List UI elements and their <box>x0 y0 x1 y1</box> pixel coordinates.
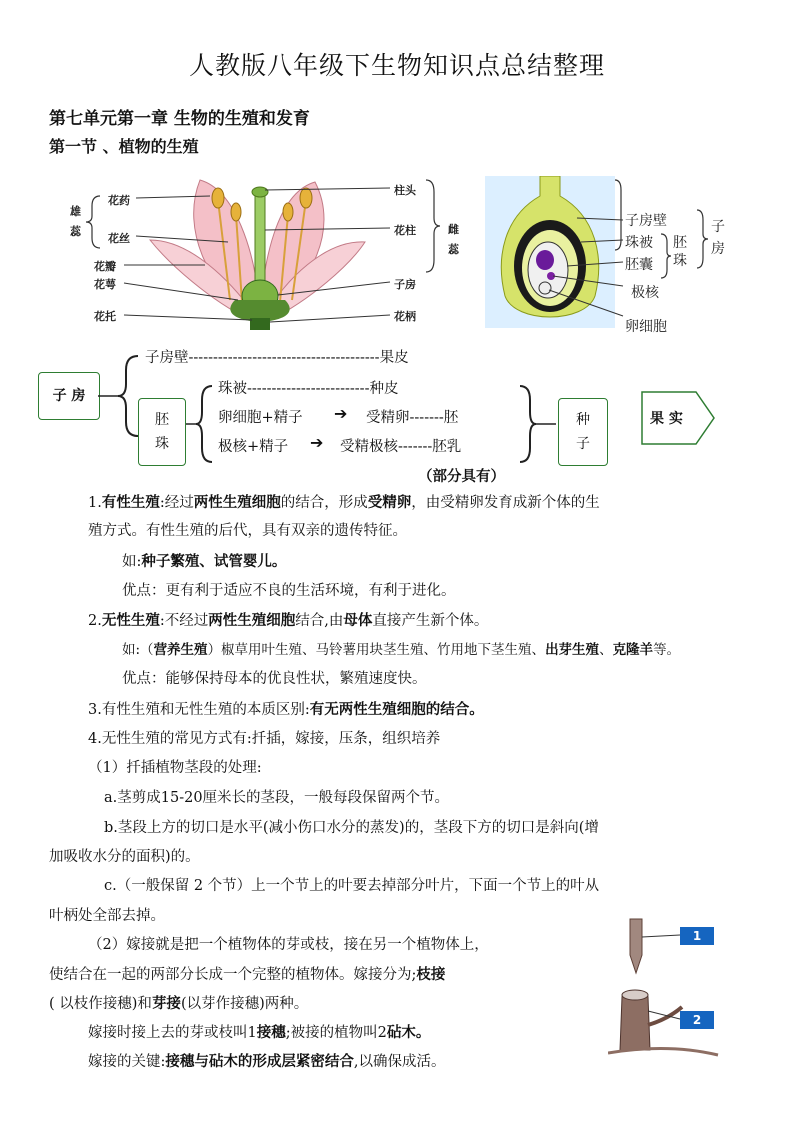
flower-diagram <box>60 170 470 330</box>
ovary-box: 子 房 <box>38 372 100 420</box>
p2-line1: 2.无性生殖:不经过两性生殖细胞结合,由母体直接产生新个体。 <box>88 612 489 629</box>
flow-line-egg-left: 卵细胞+精子 <box>218 410 303 426</box>
p4-2-line2: 使结合在一起的两部分长成一个完整的植物体。嫁接分为;枝接 <box>49 966 446 983</box>
anther-label: 花药 <box>108 194 130 207</box>
flower-leader-lines <box>60 170 470 330</box>
style-label: 花柱 <box>394 224 416 237</box>
p4-1c-line2: 叶柄处全部去掉。 <box>49 908 165 924</box>
page-title: 人教版八年级下生物知识点总结整理 <box>188 51 605 80</box>
stigma-label: 柱头 <box>394 184 416 197</box>
p4-1c-line1: c.（一般保留 2 个节）上一个节上的叶要去掉部分叶片，下面一个节上的叶从 <box>104 878 600 894</box>
flow-line-polar-left: 极核+精子 <box>218 439 289 455</box>
p1-advantage: 优点：更有利于适应不良的生活环境，有利于进化。 <box>122 583 456 599</box>
p3: 3.有性生殖和无性生殖的本质区别:有无两性生殖细胞的结合。 <box>88 701 484 718</box>
unit-heading: 第七单元第一章 生物的生殖和发育 <box>49 109 310 129</box>
arrow-icon: ➔ <box>310 433 324 452</box>
flow-line-ovary-wall: 子房壁---------------------------------------果皮 <box>145 350 409 366</box>
ovule-label: 胚珠 <box>673 235 687 269</box>
petal-label: 花瓣 <box>94 260 116 273</box>
p4-2-line4: 嫁接时接上去的芽或枝叫1接穗;被接的植物叫2砧木。 <box>88 1024 431 1041</box>
ovule-brace <box>186 380 216 468</box>
ovary-diagram <box>485 176 745 335</box>
ovary-wall-label: 子房壁 <box>625 213 667 229</box>
ovary-side-label: 子房 <box>711 219 725 257</box>
pedicel-label: 花柄 <box>394 310 416 323</box>
p4-1: （1）扦插植物茎段的处理: <box>88 760 262 776</box>
p1-line2: 殖方式。有性生殖的后代，具有双亲的遗传特征。 <box>88 523 407 539</box>
polar-nuclei-label: 极核 <box>631 285 659 301</box>
flow-line-integument: 珠被-------------------------种皮 <box>218 381 399 397</box>
p4: 4.无性生殖的常见方式有:扦插，嫁接，压条，组织培养 <box>88 731 441 747</box>
flow-line-polar-right: 受精极核-------胚乳 <box>340 439 462 455</box>
flow-line-egg-right: 受精卵-------胚 <box>366 410 459 426</box>
ovule-box-text: 胚珠 <box>155 412 169 452</box>
egg-cell-label: 卵细胞 <box>625 319 667 335</box>
p2-example: 如:（营养生殖）椒草用叶生殖、马铃薯用块茎生殖、竹用地下茎生殖、出芽生殖、克隆羊等。 <box>122 642 681 658</box>
badge-1: 1 <box>680 927 714 945</box>
pistil-label: 雌蕊 <box>448 223 459 256</box>
p4-2-line1: （2）嫁接就是把一个植物体的芽或枝，接在另一个植物体上， <box>88 937 489 953</box>
p4-1b-line1: b.茎段上方的切口是水平(减小伤口水分的蒸发)的，茎段下方的切口是斜向(增 <box>104 820 599 836</box>
flow-note: （部分具有） <box>418 468 505 485</box>
p4-2-line5: 嫁接的关键:接穗与砧木的形成层紧密结合,以确保成活。 <box>88 1053 446 1070</box>
seed-brace <box>516 380 556 468</box>
stamen-label: 雄蕊 <box>70 205 81 238</box>
embryo-sac-label: 胚囊 <box>625 257 653 273</box>
p1-example: 如:种子繁殖、试管婴儿。 <box>122 553 287 570</box>
arrow-icon: ➔ <box>334 404 348 423</box>
p4-1b-line2: 加吸收水分的面积)的。 <box>49 849 200 865</box>
p4-1a: a.茎剪成15-20厘米长的茎段，一般每段保留两个节。 <box>104 790 450 806</box>
badge-2: 2 <box>680 1011 714 1029</box>
sepal-label: 花萼 <box>94 278 116 291</box>
integument-label: 珠被 <box>625 235 653 251</box>
section-heading: 第一节 、植物的生殖 <box>49 137 199 156</box>
receptacle-label: 花托 <box>94 310 116 323</box>
fruit-box-text: 果 实 <box>650 411 683 427</box>
seed-box-text: 种子 <box>576 412 590 452</box>
p2-advantage: 优点：能够保持母本的优良性状，繁殖速度快。 <box>122 671 427 687</box>
p1-line1: 1.有性生殖:经过两性生殖细胞的结合，形成受精卵，由受精卵发育成新个体的生 <box>88 494 600 511</box>
grafting-figure <box>608 915 728 1060</box>
ovary-illustration <box>485 176 745 328</box>
seed-box <box>558 398 608 466</box>
ovary-label: 子房 <box>394 278 416 291</box>
ovule-box <box>138 398 186 466</box>
filament-label: 花丝 <box>108 232 130 245</box>
p4-2-line3: ( 以枝作接穗)和芽接(以芽作接穗)两种。 <box>49 995 309 1012</box>
